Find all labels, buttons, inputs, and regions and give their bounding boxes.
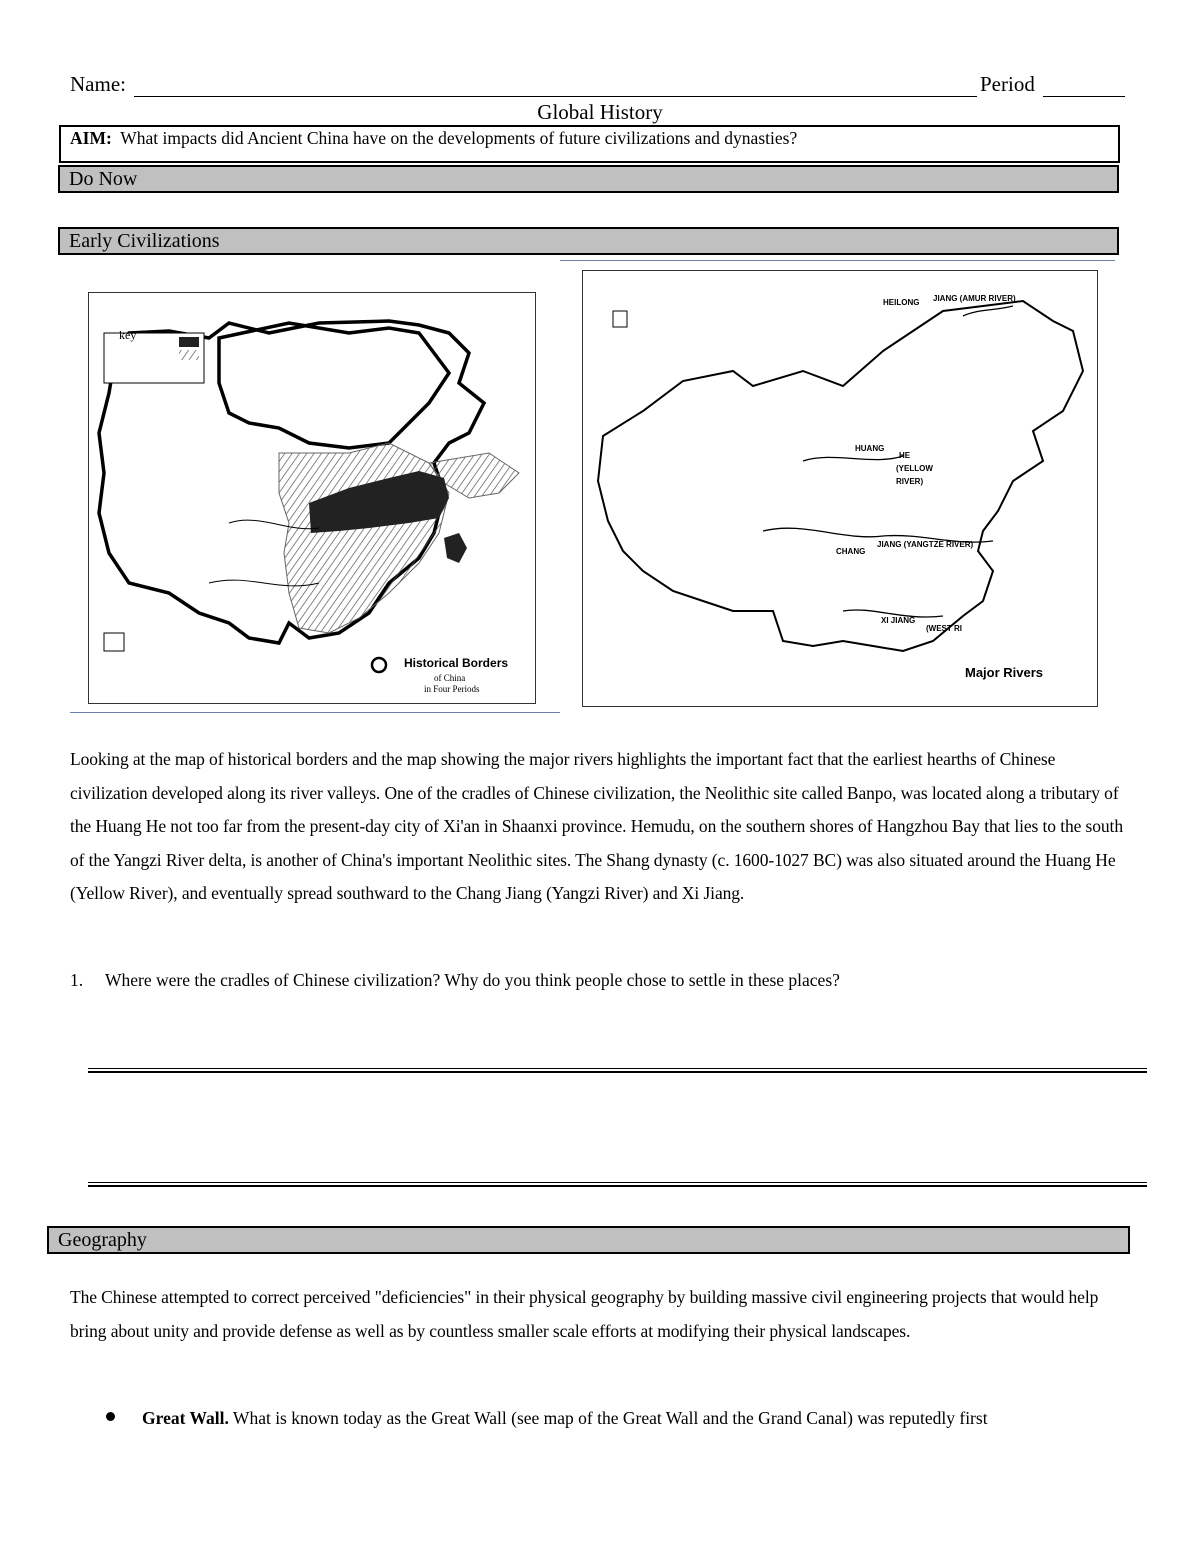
answer-line[interactable] — [88, 1182, 1147, 1187]
great-wall-text: What is known today as the Great Wall (see map of the Great Wall and the Grand Canal) was reputedly first — [232, 1408, 988, 1428]
aim-question: What impacts did Ancient China have on the developments of future civilizations and dynasties? — [120, 128, 798, 148]
historical-borders-map-drawing — [89, 293, 535, 703]
river-label-chang: CHANG — [836, 547, 866, 556]
rivers-map-title: Major Rivers — [965, 665, 1044, 680]
bullet-icon — [106, 1412, 115, 1421]
question-text: Where were the cradles of Chinese civilization? Why do you think people chose to settle in these places? — [105, 970, 840, 990]
answer-line[interactable] — [88, 1068, 1147, 1073]
major-rivers-map-drawing — [583, 271, 1097, 706]
river-label-he: HE — [899, 451, 911, 460]
period-label: Period — [980, 72, 1035, 96]
section-do-now: Do Now — [58, 165, 1119, 193]
early-civilizations-paragraph: Looking at the map of historical borders and the map showing the major rivers highlights the important fact that the earliest hearths of Chinese civilization developed along its river valleys. One of the cradles of Chinese civilization, the Neolithic site called Banpo, was located along a tributary of the Huang He not too far from the present-day city of Xi'an in Shaanxi province. Hemudu, on the southern shores of Hangzhou Bay that lies to the south of the Yangzi River delta, is another of China's important Neolithic sites. The Shang dynasty (c. 1600-1027 BC) was also situated around the Huang He (Yellow River), and eventually spread southward to the Chang Jiang (Yangzi River) and Xi Jiang. — [70, 749, 1123, 903]
borders-map-subtitle: of China — [434, 673, 466, 683]
major-rivers-map — [582, 270, 1098, 707]
great-wall-heading: Great Wall. — [142, 1408, 229, 1428]
great-wall-item — [142, 1408, 1132, 1429]
divider-line — [560, 260, 1115, 261]
divider-line — [70, 712, 560, 713]
aim-statement — [70, 128, 797, 149]
course-title: Global History — [537, 100, 663, 124]
river-label-west: (WEST RI — [926, 624, 962, 633]
name-label: Name: — [70, 72, 126, 96]
historical-borders-map — [88, 292, 536, 704]
aim-label: AIM: — [70, 128, 112, 148]
river-label-heilong: HEILONG — [883, 298, 920, 307]
section-geography: Geography — [47, 1226, 1130, 1254]
period-field[interactable] — [1043, 96, 1125, 97]
river-label-yellow: (YELLOW — [896, 464, 933, 473]
name-field[interactable] — [134, 96, 977, 97]
borders-map-title: Historical Borders — [404, 656, 509, 670]
section-early-civilizations: Early Civilizations — [58, 227, 1119, 255]
question-number: 1. — [70, 970, 84, 990]
map-key-label: key — [119, 328, 137, 342]
river-label-river: RIVER) — [896, 477, 924, 486]
geography-paragraph: The Chinese attempted to correct perceived "deficiencies" in their physical geography by building massive civil engineering projects that would help bring about unity and provide defense as well as by countless smaller scale efforts at modifying their physical landscapes. — [70, 1287, 1099, 1341]
river-label-heilong-2: JIANG (AMUR RIVER) — [933, 294, 1016, 303]
river-label-xi: XI JIANG — [881, 616, 916, 625]
river-label-huang: HUANG — [855, 444, 885, 453]
river-label-chang-2: JIANG (YANGTZE RIVER) — [877, 540, 974, 549]
borders-map-subtitle-2: in Four Periods — [424, 684, 480, 694]
